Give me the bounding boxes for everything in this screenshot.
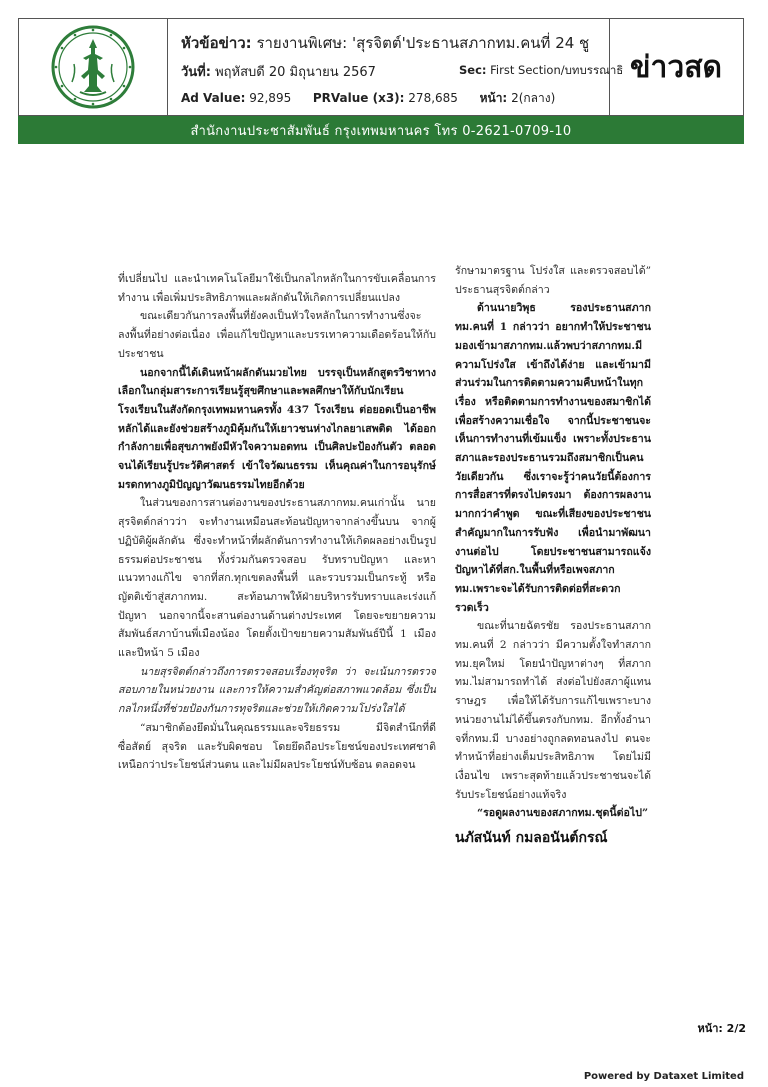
clipping-header: [18, 18, 744, 116]
page-value: 2(กลาง): [511, 91, 556, 105]
powered-by: Powered by Dataxet Limited: [583, 1071, 744, 1082]
paragraph: ที่เปลี่ยนไป และนำเทคโนโลยีมาใช้เป็นกลไกหลักในการขับเคลื่อนการทำงาน เพื่อเพิ่มประสิทธิภาพและผลักดันให้เกิดการเปลี่ยนแปลง: [118, 273, 436, 304]
value-row: [181, 89, 555, 108]
date-value: พฤหัสบดี 20 มิถุนายน 2567: [215, 65, 376, 80]
logo-container: [19, 19, 168, 115]
headline-value: รายงานพิเศษ: 'สุรจิตต์'ประธานสภากทม.คนที่ 24 ชู: [256, 34, 590, 52]
paragraph: ขณะเดียวกันการลงพื้นที่ยังคงเป็นหัวใจหลักในการทำงานซึ่งจะลงพื้นที่อย่างต่อเนื่อง เพื่อแก้ไขปัญหาและบรรเทาความเดือดร้อนให้กับประชาชน: [118, 310, 436, 360]
source-badge: ข่าวสด: [630, 49, 722, 85]
page-label: หน้า:: [479, 91, 508, 105]
section-value: First Section/บทบรรณาธิ: [490, 63, 624, 77]
date-label: วันที่:: [181, 65, 211, 80]
paragraph: ด้านนายวิพุธ รองประธานสภากทม.คนที่ 1 กล่าวว่า อยากทำให้ประชาชนมองเข้ามาสภากทม.แล้วพบว่าสภากทม.มีความโปร่งใส เข้าถึงได้ง่าย และเข้ามามีส่วนร่วมในการติดตามความคืบหน้าในทุกเรื่อง หรือติดตามการทำงานของสมาชิกได้ เพื่อสร้างความเชื่อใจ จากนี้ประชาชนจะเห็นการทำงานที่เข้มแข็ง เพราะทั้งประธานสภาและรองประธานรวมถึงสมาชิกเป็นคนวัยเดียวกัน ซึ่งเราจะรู้ว่าคนวัยนี้ต้องการการสื่อสารที่ตรงไปตรงมา ต้องการผลงานมากกว่าคำพูด ขณะที่เสียงของประชาชนสำคัญมากในการรับฟัง เพื่อนำมาพัฒนางานต่อไป โดยประชาชนสามารถแจ้งปัญหาได้ที่สก.ในพื้นที่หรือเพจสภากทม.เพราะจะได้รับการติดต่อที่สะดวกรวดเร็ว: [455, 302, 651, 614]
bangkok-seal-icon: [50, 24, 136, 110]
headline-row: [181, 31, 589, 55]
paragraph: นอกจากนี้ได้เดินหน้าผลักดันมวยไทย บรรจุเป็นหลักสูตรวิชาทางเลือกในกลุ่มสาระการเรียนรู้สุขศึกษาและพลศึกษาให้กับนักเรียนโรงเรียนในสังกัดกรุงเทพมหานครทั้ง 437 โรงเรียน ต่อยอดเป็นอาชีพหลักได้และยังช่วยสร้างภูมิคุ้มกันให้เยาวชนห่างไกลยาเสพติด ได้ออกกำลังกายเพื่อสุขภาพยังมีหัวใจความอดทน เป็นศิลปะป้องกันตัว ตลอดจนได้เรียนรู้ประวัติศาสตร์ เข้าใจวัฒนธรรม เห็นคุณค่าในการอนุรักษ์มรดกทางภูมิปัญญาวัฒนธรรมไทยอีกด้วย: [118, 366, 436, 491]
headline-label: หัวข้อข่าว:: [181, 34, 252, 52]
pr-value-label: PRValue (x3):: [312, 91, 405, 105]
paragraph: ในส่วนของการสานต่องานของประธานสภากทม.คนเก่านั้น นายสุรจิตต์กล่าวว่า จะทำงานเหมือนสะท้อนปัญหาจากล่างขึ้นบน จากผู้ปฏิบัติผู้ผลักดัน ซึ่งจะทำหน้าที่ผลักดันการทำงานให้เกิดผลอย่างเป็นรูปธรรมต่อประชาชน ทั้งร่วมกันตรวจสอบ รับทราบปัญหา และหาแนวทางแก้ไข จากที่สก.ทุกเขตลงพื้นที่ และรวบรวมเป็นกระทู้ หรือญัตติเข้าสู่สภากทม. สะท้อนภาพให้ฝ่ายบริหารรับทราบและเร่งแก้ปัญหา นอกจากนี้จะสานต่องานด้านต่างประเทศ โดยจะขยายความสัมพันธ์สภาบ้านพี่เมืองน้อง โดยตั้งเป้าขยายความสัมพันธ์ปีนี้ 1 เมือง และปีหน้า 5 เมือง: [118, 497, 436, 660]
ad-value-label: Ad Value:: [181, 91, 246, 105]
quote: “รอดูผลงานของสภากทม.ชุดนี้ต่อไป”: [477, 807, 649, 820]
date-row: [181, 61, 376, 82]
article-column-right: [455, 262, 651, 848]
paragraph: รักษามาตรฐาน โปร่งใส และตรวจสอบได้” ประธานสุรจิตต์กล่าว: [455, 265, 651, 296]
paragraph: นายสุรจิตต์กล่าวถึงการตรวจสอบเรื่องทุจริต ว่า จะเน้นการตรวจสอบภายในหน่วยงาน และการให้ความสำคัญต่อสภาพแวดล้อม ซึ่งเป็นกลไกหนึ่งที่ช่วยป้องกันการทุจริตและช่วยให้เกิดความโปร่งใสได้: [118, 665, 436, 716]
paragraph: “สมาชิกต้องยึดมั่นในคุณธรรมและจริยธรรม มีจิตสำนึกที่ดี ซื่อสัตย์ สุจริต และรับผิดชอบ โดยยึดถือประโยชน์ของประเทศชาติเหนือกว่าประโยชน์ส่วนตน และไม่มีผลประโยชน์ทับซ้อน ตลอดจน: [118, 721, 436, 772]
section-label: Sec:: [459, 63, 487, 77]
pr-value: 278,685: [408, 91, 458, 105]
contact-banner-text: สำนักงานประชาสัมพันธ์ กรุงเทพมหานคร โทร 0-2621-0709-10: [190, 123, 572, 139]
author-byline: นภัสนันท์ กมลอนันต์กรณ์: [455, 830, 608, 847]
source-badge-container: [609, 19, 743, 115]
section-row: [459, 62, 623, 80]
article-column-left: [118, 270, 436, 775]
meta-info: [167, 19, 624, 115]
contact-banner: [18, 116, 744, 144]
paragraph: ขณะที่นายฉัตรชัย รองประธานสภากทม.คนที่ 2 กล่าวว่า มีความตั้งใจทำสภากทม.ยุคใหม่ โดยนำปัญหาต่างๆ ที่สภากทม.ไม่สามารถทำได้ ส่งต่อไปยังสภาผู้แทนราษฎร เพื่อให้ได้รับการแก้ไขเพราะบางหน่วยงานไม่ได้ขึ้นตรงกับกทม. อีกทั้งอำนาจที่กทม.มี บางอย่างถูกลดทอนลงไป ตนจะทำหน้าที่อย่างเต็มประสิทธิภาพ โดยไม่มีเงื่อนไข เพราะสุดท้ายแล้วประชาชนจะได้รับประโยชน์อย่างแท้จริง: [455, 620, 651, 801]
ad-value: 92,895: [249, 91, 292, 105]
page-number: หน้า: 2/2: [697, 1022, 746, 1035]
